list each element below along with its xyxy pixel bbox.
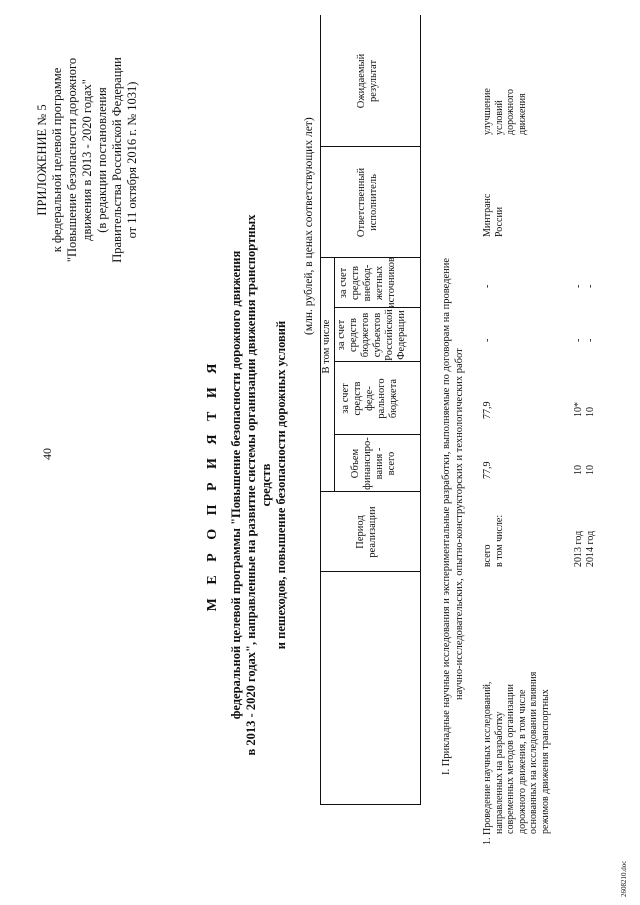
header-line: от 11 октября 2016 г. № 1031) [125, 81, 139, 239]
header-period: Период реализации [355, 506, 378, 558]
row-result: улучшение условий дорожного движения [482, 88, 528, 135]
row-measure-name: 1. Проведение научных исследований, направленных на разработку современных методов организации дорожного движения, в том числе основанных на исследовании влияния режимов движения транспортных [482, 671, 551, 845]
appendix-header [35, 35, 140, 285]
title-sub: и пешеходов, повышение безопасности дорожных условий [274, 320, 288, 650]
footer-doc-code: 2608210.doc [620, 860, 628, 897]
header-line: ПРИЛОЖЕНИЕ № 5 [35, 104, 49, 216]
header-federal: за счет средств феде- рального бюджета [340, 378, 399, 419]
subheader-line [334, 257, 335, 492]
header-in-that-number: В том числе [321, 319, 332, 374]
table-header-bottom [420, 15, 421, 805]
year-row-extrabudget: - [585, 284, 596, 288]
header-executor: Ответственный исполнитель [356, 167, 379, 238]
year-row-federal: 10* [573, 402, 584, 417]
row-extrabudget: - [482, 284, 493, 288]
year-row-subjects: - [573, 338, 584, 342]
title-sub: федеральной целевой программы "Повышение безопасности дорожного движения [229, 250, 243, 720]
header-line: (в редакции постановления [95, 87, 109, 233]
units-note: (млн. рублей, в ценах соответствующих лет) [303, 117, 315, 335]
section-heading: I. Прикладные научные исследования и экспериментальные разработки, выполняемые по договорам на проведение научно-исследовательских, опытно-конструкторских и технологических работ [441, 257, 465, 775]
page-number: 40 [40, 448, 54, 460]
header-line: к федеральной целевой программе [50, 67, 64, 253]
row-total: 77,9 [482, 461, 493, 479]
year-row-federal: 10 [585, 407, 596, 417]
year-row-total: 10 [585, 465, 596, 475]
col-divider [320, 804, 420, 805]
year-row-total: 10 [573, 465, 584, 475]
header-result: Ожидаемый результат [356, 53, 379, 109]
header-line: Правительства Российской Федерации [110, 57, 124, 263]
year-row-subjects: - [585, 338, 596, 342]
document-title [205, 205, 289, 765]
row-period: всего в том числе: [482, 514, 505, 567]
title-main: М Е Р О П Р И Я Т И Я [205, 358, 220, 612]
header-subjects: за счет средств бюджетов субъектов Российской Федерации [336, 309, 407, 361]
header-line: "Повышение безопасности дорожного [65, 57, 79, 263]
header-total: Объем финансиро- вания - всего [350, 437, 397, 490]
row-executor: Минтранс России [482, 193, 505, 237]
year-row-period: 2014 год [585, 530, 596, 567]
year-row-period: 2013 год [573, 530, 584, 567]
year-row-extrabudget: - [573, 284, 584, 288]
row-subjects: - [482, 338, 493, 342]
header-line: движения в 2013 - 2020 годах" [80, 79, 94, 241]
title-sub: в 2013 - 2020 годах", направленные на развитие системы организации движения транспортных средств [244, 214, 273, 756]
row-federal: 77,9 [482, 401, 493, 419]
header-extrabudget: за счет средств внебюд- жетных источников [338, 256, 397, 308]
